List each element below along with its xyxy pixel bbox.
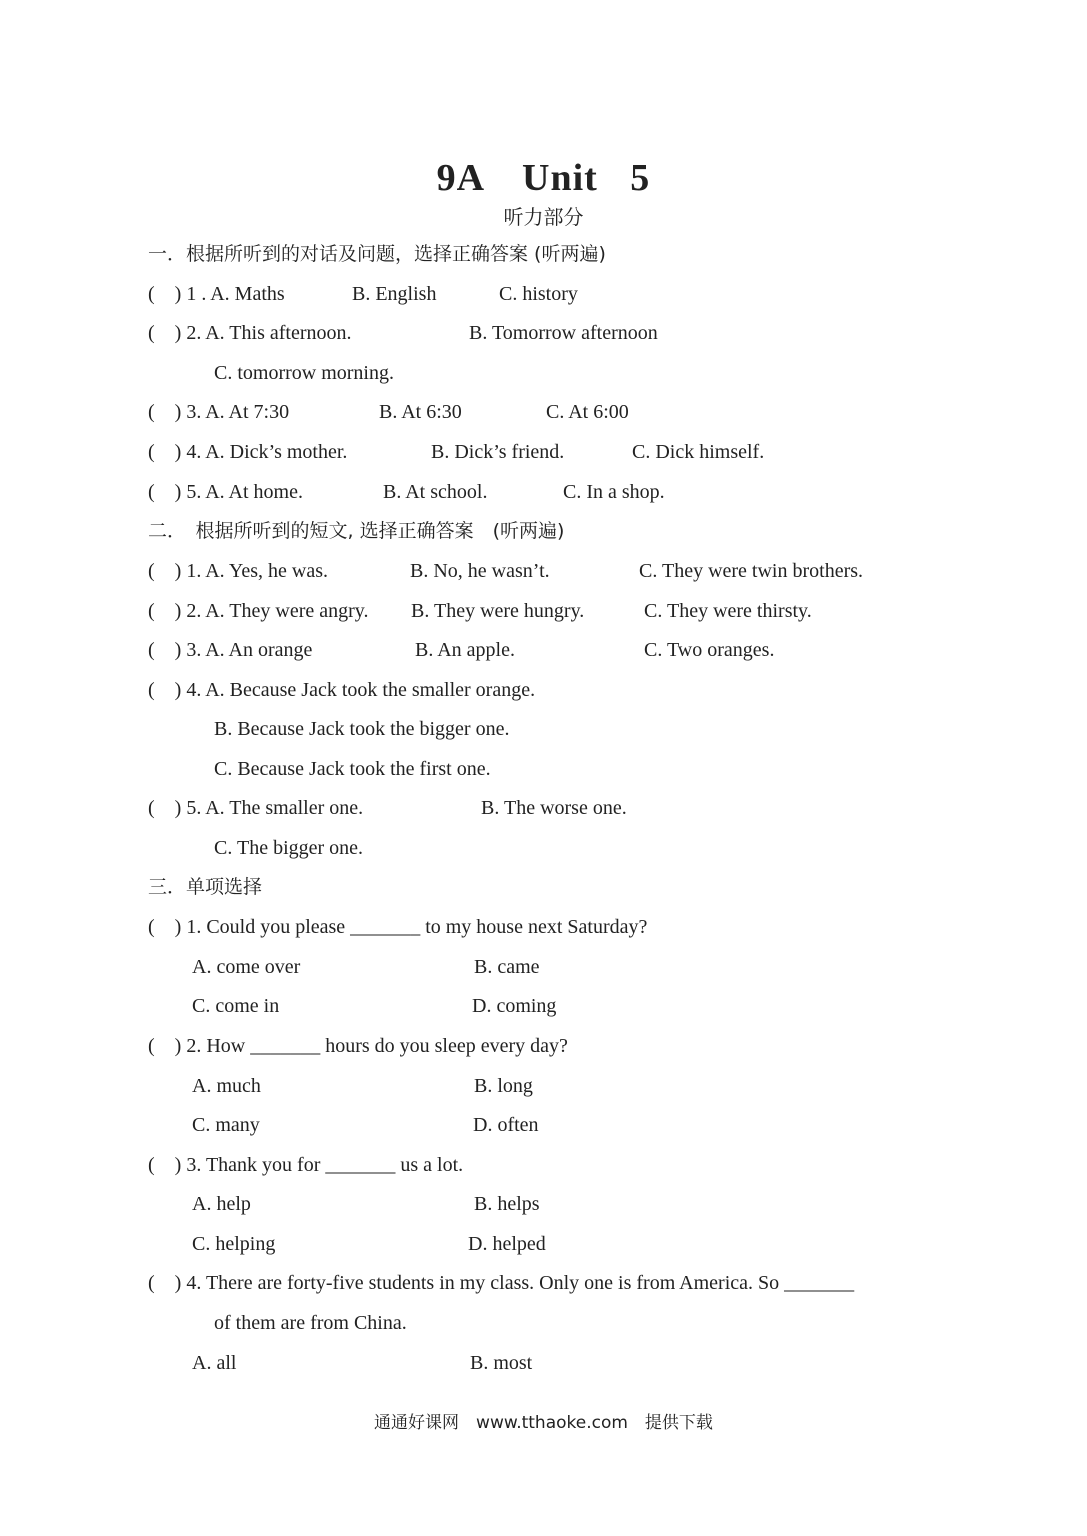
- page-footer: 通通好课网 www.tthaoke.com 提供下载: [374, 1413, 713, 1433]
- s1-q5-c: C. In a shop.: [563, 481, 665, 503]
- s2-q5-b: B. The worse one.: [481, 797, 627, 819]
- s3-q4-stem: ( ) 4. There are forty-five students in my class. Only one is from America. So _______: [148, 1272, 855, 1294]
- s2-q5-a: ( ) 5. A. The smaller one.: [148, 797, 364, 819]
- s1-q2-b: B. Tomorrow afternoon: [469, 322, 658, 344]
- s1-q4-c: C. Dick himself.: [632, 441, 765, 463]
- s1-q5-b: B. At school.: [383, 481, 488, 503]
- page-title: 9A Unit 5: [436, 157, 651, 199]
- page-subtitle: 听力部分: [503, 205, 584, 229]
- s1-q3-b: B. At 6:30: [379, 401, 462, 423]
- s3-q3-a: A. help: [192, 1193, 251, 1215]
- s2-q3-c: C. Two oranges.: [644, 639, 775, 661]
- s2-q4-c: C. Because Jack took the first one.: [214, 758, 491, 780]
- s1-q3-c: C. At 6:00: [546, 401, 629, 423]
- s3-q3-c: C. helping: [192, 1233, 276, 1255]
- s2-q1-a: ( ) 1. A. Yes, he was.: [148, 560, 328, 582]
- s2-q2-a: ( ) 2. A. They were angry.: [148, 600, 369, 622]
- s1-q4-a: ( ) 4. A. Dick’s mother.: [148, 441, 348, 463]
- s3-q1-a: A. come over: [192, 956, 301, 978]
- s3-q1-b: B. came: [474, 956, 540, 978]
- s3-q2-stem: ( ) 2. How _______ hours do you sleep every day?: [148, 1035, 568, 1057]
- s2-q4-a: ( ) 4. A. Because Jack took the smaller orange.: [148, 679, 536, 701]
- s3-q4-a: A. all: [192, 1352, 237, 1374]
- s3-q1-d: D. coming: [472, 995, 557, 1017]
- s1-q3-a: ( ) 3. A. At 7:30: [148, 401, 290, 423]
- s3-q4-stem2: of them are from China.: [214, 1312, 407, 1334]
- s3-q4-b: B. most: [470, 1352, 533, 1374]
- s1-q5-a: ( ) 5. A. At home.: [148, 481, 303, 503]
- s2-q2-b: B. They were hungry.: [411, 600, 585, 622]
- s2-q3-a: ( ) 3. A. An orange: [148, 639, 313, 661]
- s2-q1-c: C. They were twin brothers.: [639, 560, 864, 582]
- s3-q2-b: B. long: [474, 1075, 533, 1097]
- s3-q3-b: B. helps: [474, 1193, 540, 1215]
- s3-q2-a: A. much: [192, 1075, 261, 1097]
- s3-q1-stem: ( ) 1. Could you please _______ to my house next Saturday?: [148, 916, 648, 938]
- s2-q1-b: B. No, he wasn’t.: [410, 560, 550, 582]
- s3-q1-c: C. come in: [192, 995, 280, 1017]
- s1-q1-c: C. history: [499, 283, 578, 305]
- s1-q2-c: C. tomorrow morning.: [214, 362, 394, 384]
- s2-q3-b: B. An apple.: [415, 639, 515, 661]
- s3-q2-c: C. many: [192, 1114, 260, 1136]
- s1-q1-b: B. English: [352, 283, 437, 305]
- s2-q5-c: C. The bigger one.: [214, 837, 364, 859]
- s3-q2-d: D. often: [473, 1114, 539, 1136]
- section2-heading: 二． 根据所听到的短文, 选择正确答案 (听两遍): [148, 520, 565, 542]
- s3-q3-stem: ( ) 3. Thank you for _______ us a lot.: [148, 1154, 464, 1176]
- s1-q1-a: ( ) 1 . A. Maths: [148, 283, 285, 305]
- s1-q2-a: ( ) 2. A. This afternoon.: [148, 322, 352, 344]
- s3-q3-d: D. helped: [468, 1233, 546, 1255]
- s1-q4-b: B. Dick’s friend.: [431, 441, 565, 463]
- s2-q4-b: B. Because Jack took the bigger one.: [214, 718, 510, 740]
- s2-q2-c: C. They were thirsty.: [644, 600, 812, 622]
- section1-heading: 一．根据所听到的对话及问题，选择正确答案 (听两遍): [148, 243, 606, 265]
- section3-heading: 三．单项选择: [148, 876, 263, 898]
